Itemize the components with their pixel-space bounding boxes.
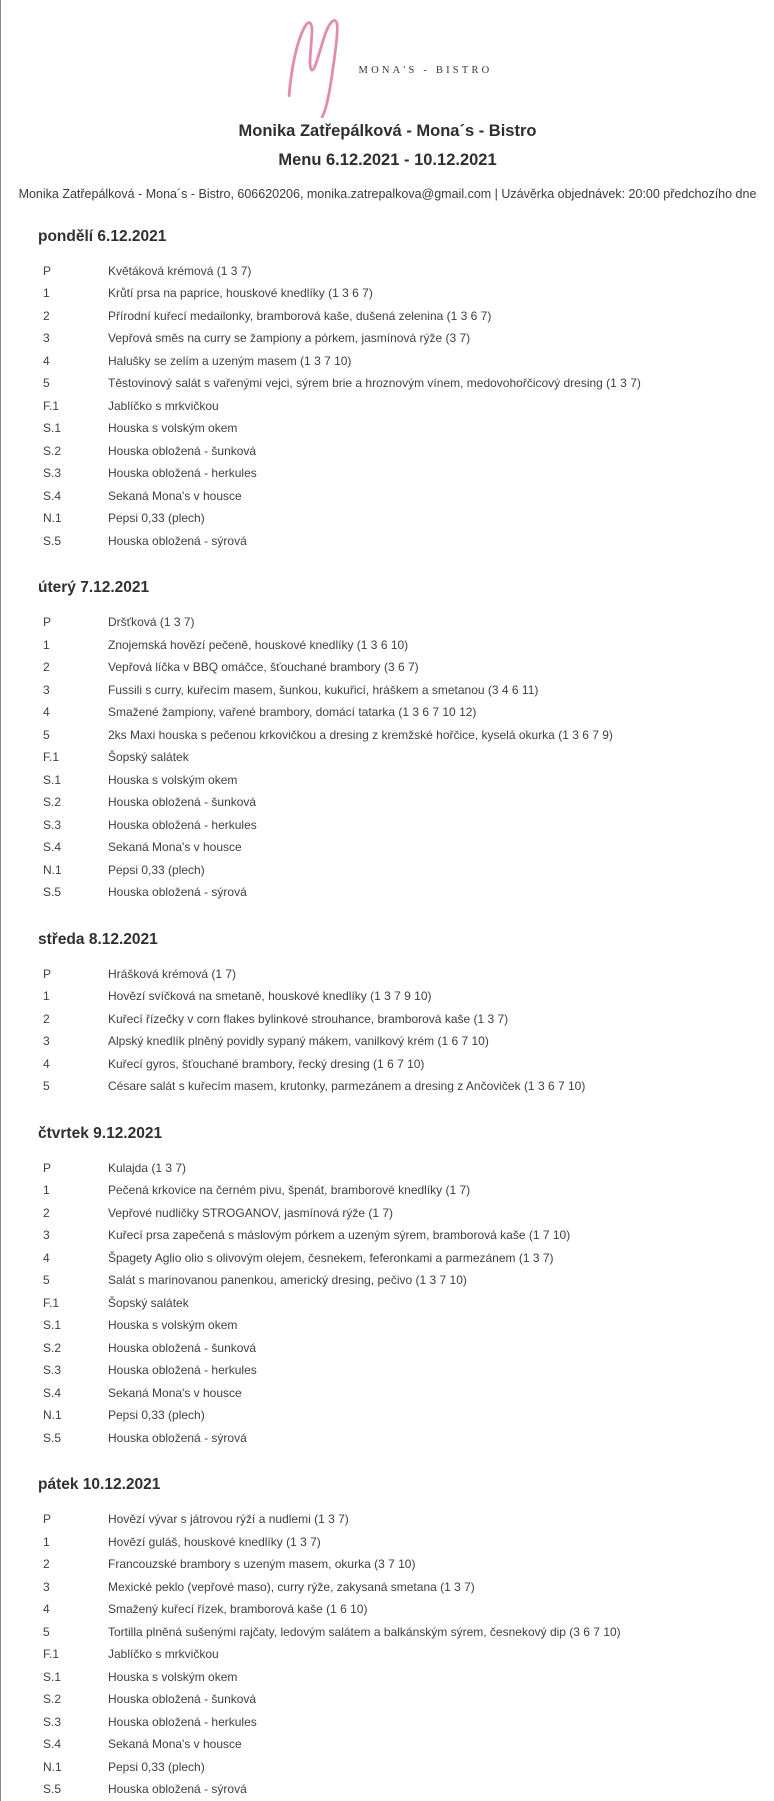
menu-item-text: Šopský salátek (108, 1295, 189, 1310)
title-block (1, 122, 774, 171)
menu-item-code: S.2 (43, 443, 62, 458)
menu-row (38, 656, 754, 679)
menu-row (38, 611, 754, 634)
menu-row (38, 859, 754, 882)
menu-item-text: Pepsi 0,33 (plech) (108, 511, 205, 526)
menu-item-code: S.4 (43, 488, 62, 503)
menu-item-text: Fussili s curry, kuřecím masem, šunkou, kukuřicí, hráškem a smetanou (3 4 6 11) (108, 682, 539, 697)
menu-item-text: Kuřecí gyros, šťouchané brambory, řecký dresing (1 6 7 10) (108, 1056, 425, 1071)
menu-row (38, 1688, 754, 1711)
day-section (38, 1476, 754, 1801)
contact-line: Monika Zatřepálková - Mona´s - Bistro, 606620206, monika.zatrepalkova@gmail.com | Uzávěrka objednávek: 20:00 předchozího dne (18, 186, 757, 201)
menu-item-text: Květáková krémová (1 3 7) (108, 263, 252, 278)
menu-item-code: S.5 (43, 1782, 62, 1797)
day-sections (1, 228, 774, 1801)
menu-item-code: N.1 (43, 511, 62, 526)
menu-item-text: Houska obložená - sýrová (108, 1430, 247, 1445)
day-title: pátek 10.12.2021 (38, 1476, 161, 1494)
menu-row (38, 634, 754, 657)
menu-item-text: Houska s volským okem (108, 421, 238, 436)
menu-row (38, 836, 754, 859)
menu-item-text: Těstovinový salát s vařenými vejci, sýrem brie a hroznovým vínem, medovohořčicový dresing (1 3 7) (108, 376, 641, 391)
brand-logo (1, 14, 774, 118)
menu-item-code: P (43, 263, 52, 278)
day-title: středa 8.12.2021 (38, 930, 158, 948)
menu-row (38, 1404, 754, 1427)
menu-row (38, 1179, 754, 1202)
menu-item-code: 5 (43, 1079, 50, 1094)
menu-row (38, 507, 754, 530)
menu-item-text: Halušky se zelím a uzeným masem (1 3 7 10) (108, 353, 352, 368)
menu-item-text: Césare salát s kuřecím masem, krutonky, parmezánem a dresing z Ančoviček (1 3 6 7 10) (108, 1079, 586, 1094)
menu-item-text: Salát s marinovanou panenkou, americký dresing, pečivo (1 3 7 10) (108, 1273, 467, 1288)
menu-item-code: 2 (43, 660, 50, 675)
menu-item-code: 1 (43, 989, 50, 1004)
menu-item-text: Kulajda (1 3 7) (108, 1160, 187, 1175)
menu-row (38, 1621, 754, 1644)
menu-row (38, 485, 754, 508)
menu-item-code: S.1 (43, 772, 62, 787)
menu-item-code: 5 (43, 376, 50, 391)
menu-item-code: S.2 (43, 795, 62, 810)
menu-item-text: Krůtí prsa na paprice, houskové knedlíky (1 3 6 7) (108, 286, 373, 301)
menu-row (38, 1733, 754, 1756)
menu-item-code: 2 (43, 1205, 50, 1220)
brand-name: MONA'S - BISTRO (358, 64, 493, 76)
menu-row (38, 1269, 754, 1292)
menu-item-code: 4 (43, 1250, 50, 1265)
menu-item-text: Houska obložená - šunková (108, 1340, 257, 1355)
day-rows (38, 260, 754, 553)
menu-item-code: P (43, 1160, 52, 1175)
menu-item-text: Kuřecí prsa zapečená s máslovým pórkem a uzeným sýrem, bramborová kaše (1 7 10) (108, 1228, 571, 1243)
menu-item-code: S.4 (43, 1385, 62, 1400)
menu-item-code: 1 (43, 1534, 50, 1549)
menu-row (38, 1337, 754, 1360)
menu-row (38, 350, 754, 373)
menu-item-text: Houska s volským okem (108, 772, 238, 787)
menu-item-code: P (43, 966, 52, 981)
day-rows (38, 1508, 754, 1801)
menu-item-text: Houska obložená - herkules (108, 1363, 257, 1378)
menu-item-text: Houska obložená - herkules (108, 1714, 257, 1729)
menu-item-code: S.4 (43, 1737, 62, 1752)
menu-row (38, 1008, 754, 1031)
menu-item-code: 2 (43, 1557, 50, 1572)
menu-item-code: 4 (43, 705, 50, 720)
menu-item-code: N.1 (43, 862, 62, 877)
menu-item-code: F.1 (43, 398, 60, 413)
menu-item-text: Houska obložená - sýrová (108, 1782, 247, 1797)
menu-item-text: Kuřecí řízečky v corn flakes bylinkové strouhance, bramborová kaše (1 3 7) (108, 1011, 509, 1026)
menu-item-text: Hovězí vývar s játrovou rýží a nudlemi (1 3 7) (108, 1512, 349, 1527)
menu-item-text: Houska obložená - herkules (108, 817, 257, 832)
menu-item-code: 5 (43, 1273, 50, 1288)
menu-item-text: Houska obložená - sýrová (108, 885, 247, 900)
menu-item-text: Pepsi 0,33 (plech) (108, 862, 205, 877)
menu-item-code: 4 (43, 353, 50, 368)
menu-row (38, 791, 754, 814)
menu-row (38, 724, 754, 747)
menu-item-text: Mexické peklo (vepřové maso), curry rýže, zakysaná smetana (1 3 7) (108, 1579, 475, 1594)
menu-row (38, 1576, 754, 1599)
menu-item-text: Hrášková krémová (1 7) (108, 966, 237, 981)
brand-monogram-m-icon (283, 14, 349, 118)
menu-row (38, 440, 754, 463)
menu-row (38, 1508, 754, 1531)
menu-row (38, 1553, 754, 1576)
menu-item-text: Sekaná Mona's v housce (108, 1737, 242, 1752)
menu-row (38, 814, 754, 837)
menu-item-text: 2ks Maxi houska s pečenou krkovičkou a dresing z kremžské hořčice, kyselá okurka (1 3 6 7 9) (108, 727, 613, 742)
menu-item-code: S.5 (43, 1430, 62, 1445)
day-rows (38, 611, 754, 904)
menu-row (38, 1643, 754, 1666)
day-title: pondělí 6.12.2021 (38, 227, 167, 245)
menu-item-text: Smažené žampiony, vařené brambory, domácí tatarka (1 3 6 7 10 12) (108, 705, 477, 720)
menu-row (38, 1531, 754, 1554)
menu-item-text: Alpský knedlík plněný povidly sypaný mákem, vanilkový krém (1 6 7 10) (108, 1034, 489, 1049)
menu-row (38, 985, 754, 1008)
menu-row (38, 679, 754, 702)
menu-item-code: S.3 (43, 1363, 62, 1378)
menu-item-text: Pečená krkovice na černém pivu, špenát, bramborové knedlíky (1 7) (108, 1183, 471, 1198)
menu-row (38, 395, 754, 418)
menu-item-text: Vepřová líčka v BBQ omáčce, šťouchané brambory (3 6 7) (108, 660, 419, 675)
menu-item-code: 3 (43, 1034, 50, 1049)
menu-row (38, 1359, 754, 1382)
menu-row (38, 1756, 754, 1779)
menu-item-text: Houska obložená - šunková (108, 1692, 257, 1707)
menu-item-text: Jablíčko s mrkvičkou (108, 398, 219, 413)
menu-row (38, 1427, 754, 1450)
menu-item-text: Hovězí svíčková na smetaně, houskové knedlíky (1 3 7 9 10) (108, 989, 432, 1004)
menu-row (38, 963, 754, 986)
menu-item-code: S.2 (43, 1692, 62, 1707)
menu-item-text: Smažený kuřecí řízek, bramborová kaše (1 6 10) (108, 1602, 368, 1617)
menu-item-code: 1 (43, 286, 50, 301)
menu-row (38, 1711, 754, 1734)
menu-item-code: 1 (43, 1183, 50, 1198)
menu-row (38, 327, 754, 350)
day-section (38, 228, 754, 553)
menu-item-text: Jablíčko s mrkvičkou (108, 1647, 219, 1662)
menu-item-text: Houska obložená - sýrová (108, 533, 247, 548)
menu-item-text: Špagety Aglio olio s olivovým olejem, česnekem, feferonkami a parmezánem (1 3 7) (108, 1250, 554, 1265)
menu-row (38, 746, 754, 769)
menu-item-code: S.2 (43, 1340, 62, 1355)
menu-item-code: S.3 (43, 1714, 62, 1729)
day-section (38, 1125, 754, 1450)
menu-item-code: 5 (43, 1624, 50, 1639)
menu-row (38, 1778, 754, 1801)
menu-row (38, 1053, 754, 1076)
day-section (38, 931, 754, 1098)
menu-item-code: N.1 (43, 1408, 62, 1423)
menu-row (38, 417, 754, 440)
menu-item-text: Sekaná Mona's v housce (108, 1385, 242, 1400)
menu-row (38, 1666, 754, 1689)
menu-item-code: P (43, 615, 52, 630)
menu-item-code: F.1 (43, 1647, 60, 1662)
menu-row (38, 881, 754, 904)
menu-row (38, 260, 754, 283)
menu-item-text: Přírodní kuřecí medailonky, bramborová kaše, dušená zelenina (1 3 6 7) (108, 308, 492, 323)
menu-item-code: S.5 (43, 533, 62, 548)
menu-row (38, 701, 754, 724)
day-title: čtvrtek 9.12.2021 (38, 1124, 163, 1142)
day-rows (38, 1157, 754, 1450)
menu-item-code: 1 (43, 637, 50, 652)
menu-row (38, 1224, 754, 1247)
menu-item-text: Houska s volským okem (108, 1669, 238, 1684)
menu-row (38, 1075, 754, 1098)
menu-item-code: F.1 (43, 1295, 60, 1310)
menu-item-code: S.1 (43, 1669, 62, 1684)
menu-item-text: Pepsi 0,33 (plech) (108, 1759, 205, 1774)
menu-item-code: 4 (43, 1056, 50, 1071)
menu-item-code: 3 (43, 1228, 50, 1243)
menu-item-code: F.1 (43, 750, 60, 765)
menu-item-code: S.3 (43, 817, 62, 832)
menu-item-code: S.5 (43, 885, 62, 900)
menu-item-text: Znojemská hovězí pečeně, houskové knedlíky (1 3 6 10) (108, 637, 409, 652)
menu-row (38, 1292, 754, 1315)
menu-item-text: Vepřová směs na curry se žampiony a pórkem, jasmínová rýže (3 7) (108, 331, 471, 346)
menu-item-code: 3 (43, 682, 50, 697)
menu-date-range: Menu 6.12.2021 - 10.12.2021 (278, 150, 497, 169)
day-section (38, 579, 754, 904)
menu-item-text: Dršťková (1 3 7) (108, 615, 195, 630)
menu-row (38, 282, 754, 305)
menu-row (38, 1598, 754, 1621)
menu-item-text: Hovězí guláš, houskové knedlíky (1 3 7) (108, 1534, 321, 1549)
menu-row (38, 1157, 754, 1180)
menu-item-code: N.1 (43, 1759, 62, 1774)
menu-row (38, 1030, 754, 1053)
menu-item-code: 2 (43, 1011, 50, 1026)
menu-item-code: 3 (43, 331, 50, 346)
menu-item-code: S.1 (43, 421, 62, 436)
menu-item-code: P (43, 1512, 52, 1527)
menu-item-text: Sekaná Mona's v housce (108, 840, 242, 855)
menu-row (38, 1314, 754, 1337)
menu-row (38, 769, 754, 792)
menu-item-text: Houska s volským okem (108, 1318, 238, 1333)
menu-item-code: 2 (43, 308, 50, 323)
menu-row (38, 305, 754, 328)
menu-item-text: Pepsi 0,33 (plech) (108, 1408, 205, 1423)
menu-item-text: Francouzské brambory s uzeným masem, okurka (3 7 10) (108, 1557, 416, 1572)
day-title: úterý 7.12.2021 (38, 579, 150, 597)
menu-row (38, 1202, 754, 1225)
menu-item-code: S.1 (43, 1318, 62, 1333)
menu-item-code: 4 (43, 1602, 50, 1617)
day-rows (38, 963, 754, 1098)
menu-item-text: Šopský salátek (108, 750, 189, 765)
menu-item-text: Tortilla plněná sušenými rajčaty, ledovým salátem a balkánským sýrem, česnekový dip (3 6 7 10) (108, 1624, 621, 1639)
menu-row (38, 462, 754, 485)
menu-item-code: S.3 (43, 466, 62, 481)
menu-row (38, 530, 754, 553)
menu-row (38, 1382, 754, 1405)
menu-item-text: Vepřové nudličky STROGANOV, jasmínová rýže (1 7) (108, 1205, 393, 1220)
menu-item-text: Houska obložená - šunková (108, 795, 257, 810)
menu-item-code: S.4 (43, 840, 62, 855)
menu-item-text: Houska obložená - herkules (108, 466, 257, 481)
menu-item-code: 5 (43, 727, 50, 742)
menu-document (1, 0, 774, 1801)
menu-row (38, 372, 754, 395)
menu-row (38, 1247, 754, 1270)
menu-item-text: Sekaná Mona's v housce (108, 488, 242, 503)
menu-item-code: 3 (43, 1579, 50, 1594)
page-title: Monika Zatřepálková - Mona´s - Bistro (238, 122, 537, 140)
menu-item-text: Houska obložená - šunková (108, 443, 257, 458)
